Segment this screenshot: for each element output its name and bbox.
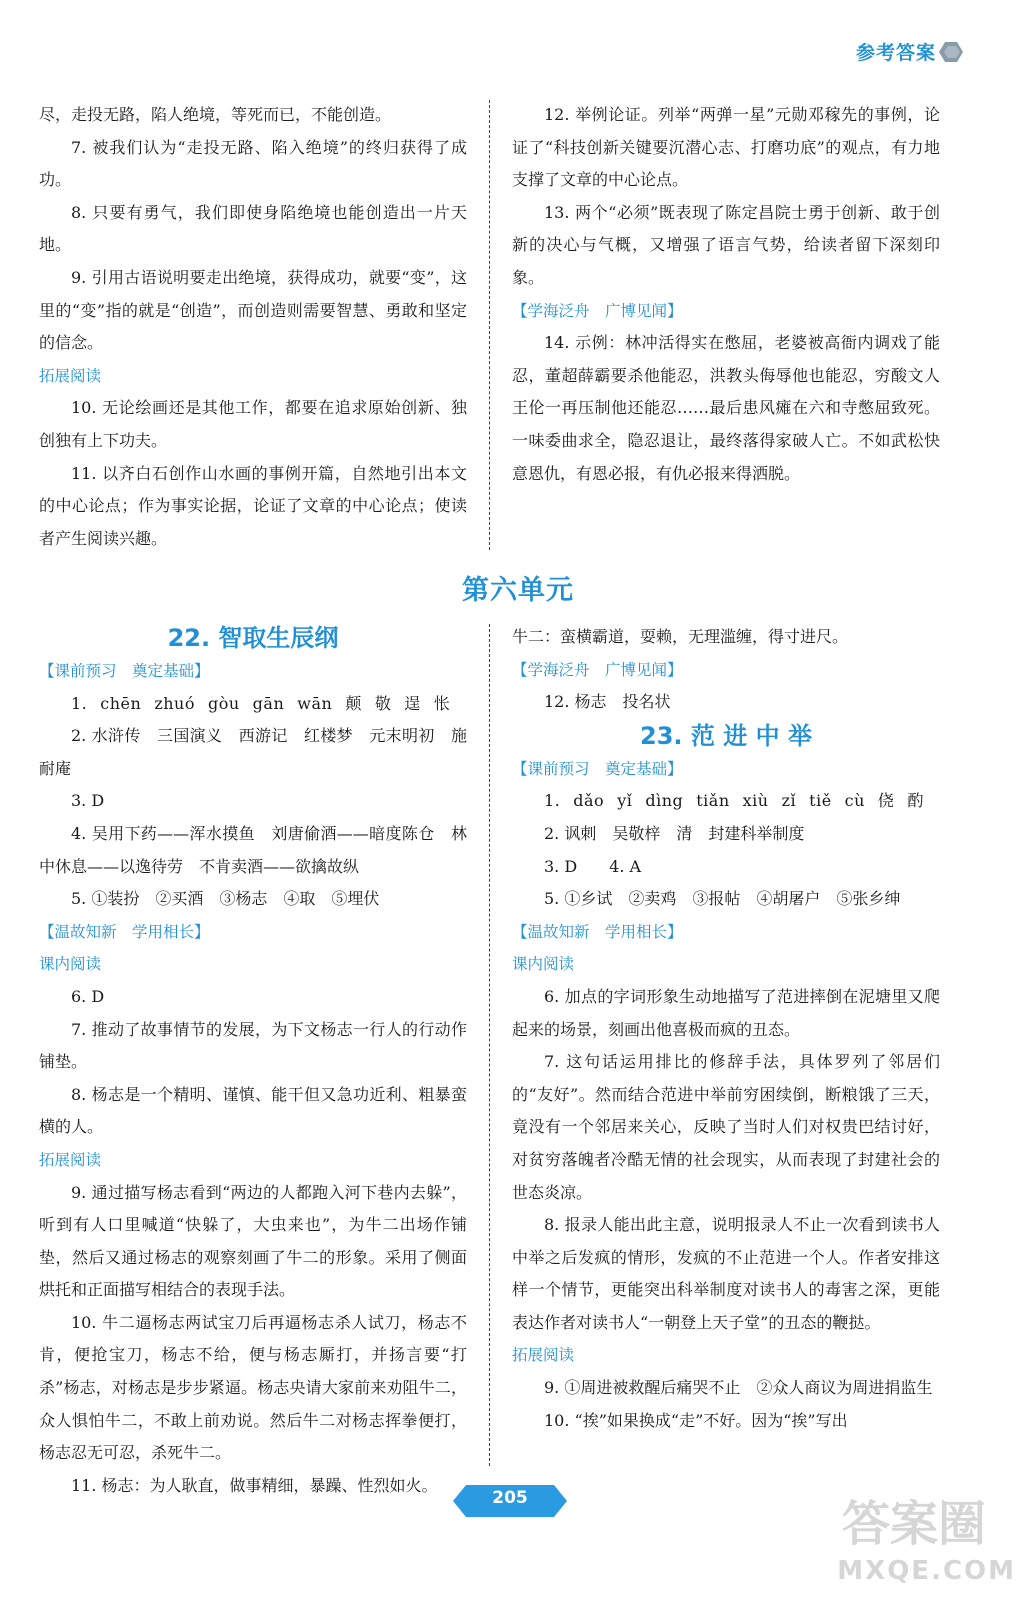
pinyin-item: zhuó: [154, 693, 195, 713]
pinyin-item: wān: [297, 693, 333, 713]
pinyin-item: yǐ: [617, 791, 633, 811]
pinyin-item: chēn: [100, 693, 142, 713]
answer-paragraph: 7. 被我们认为“走投无路、陷入绝境”的终归获得了成功。: [39, 137, 467, 190]
pinyin-answer: [39, 688, 467, 721]
answer-paragraph: 2. 讽刺 吴敬梓 清 封建科举制度: [544, 823, 805, 843]
pinyin-item: 怅: [433, 693, 451, 713]
answer-paragraph: 8. 报录人能出此主意，说明报录人不止一次看到读书人中举之后发疯的情形，发疯的不止范进一个人。作者安排这样一个情节，更能突出科举制度对读书人的毒害之深，更能表达作者对读书人“一朝登上天子堂”的丑态的鞭挞。: [512, 1215, 940, 1332]
answer-paragraph: 7. 推动了故事情节的发展，为下文杨志一行人的行动作铺垫。: [39, 1019, 467, 1072]
bottom-left-column: [39, 621, 467, 1502]
answer-number: 1.: [544, 791, 561, 811]
answer-paragraph: 14. 示例：林冲活得实在憋屈，老婆被高衙内调戏了能忍，董超薛霸要杀他能忍，洪教头侮辱他也能忍，穷酸文人王伦一再压制他还能忍……最后患风瘫在六和寺憋屈致死。一味委曲求全，隐忍退让，最终落得家破人亡。不如武松快意恩仇，有恩必报，有仇必报来得洒脱。: [512, 333, 940, 483]
answer-paragraph: 10. “挨”如果换成“走”不好。因为“挨”写出: [544, 1410, 848, 1430]
answer-paragraph: 7. 这句话运用排比的修辞手法，具体罗列了邻居们的“友好”。然而结合范进中举前穷困续倒，断粮饿了三天，竟没有一个邻居来关心，反映了当时人们对权贵巴结讨好，对贫穷落魄者冷酷无情的社会现实，从而表现了封建社会的世态炎凉。: [512, 1052, 940, 1202]
answer-paragraph: 11. 以齐白石创作山水画的事例开篇，自然地引出本文的中心论点；作为事实论据，论证了文章的中心论点；使读者产生阅读兴趣。: [39, 463, 467, 548]
pinyin-item: tiě: [809, 791, 832, 811]
subsection-heading: 课内阅读: [512, 955, 575, 974]
hexagon-icon: [938, 40, 964, 64]
top-right-column: [512, 99, 940, 490]
pinyin-item: gòu: [207, 693, 240, 713]
watermark-url: MXQE.COM: [837, 1556, 1016, 1586]
pinyin-answer: [512, 785, 940, 818]
pinyin-item: 逞: [404, 693, 421, 713]
answer-paragraph: 8. 杨志是一个精明、谨慎、能干但又急功近利、粗暴蛮横的人。: [39, 1084, 467, 1137]
answer-paragraph: 9. 通过描写杨志看到“两边的人都跑入河下巷内去躲”，听到有人口里喊道“快躲了，大虫来也”，为牛二出场作铺垫，然后又通过杨志的观察刻画了牛二的形象。采用了侧面烘托和正面描写相结合的表现手法。: [39, 1182, 467, 1300]
pinyin-item: gān: [252, 693, 285, 713]
answer-paragraph: 2. 水浒传 三国演义 西游记 红楼梦 元末明初 施耐庵: [39, 726, 467, 778]
subsection-heading: 拓展阅读: [39, 366, 102, 385]
answer-paragraph: 牛二：蛮横霸道，耍赖，无理滥缠，得寸进尺。: [512, 627, 849, 646]
pinyin-item: 敬: [374, 693, 392, 713]
bottom-right-column: [512, 621, 940, 1437]
answer-number: 1.: [71, 693, 88, 713]
pinyin-item: 颠: [345, 693, 362, 713]
pinyin-item: tiǎn: [696, 791, 730, 811]
section-tag: 【学海泛舟 广博见闻】: [512, 301, 683, 320]
lesson-title: 23. 范 进 中 举: [640, 721, 812, 750]
watermark-logo: 答案圈: [841, 1496, 986, 1552]
subsection-heading: 拓展阅读: [39, 1150, 102, 1169]
unit-title: 第六单元: [462, 575, 574, 606]
answer-paragraph: 5. ①装扮 ②买酒 ③杨志 ④取 ⑤埋伏: [71, 889, 380, 909]
pinyin-item: cù: [844, 791, 865, 811]
subsection-heading: 拓展阅读: [512, 1346, 575, 1365]
answer-paragraph: 12. 举例论证。列举“两弹一星”元勋邓稼先的事例，论证了“科技创新关键要沉潜心志、打磨功底”的观点，有力地支撑了文章的中心论点。: [512, 105, 940, 190]
answer-paragraph: 尽，走投无路，陷人绝境，等死而已，不能创造。: [39, 105, 392, 124]
answer-paragraph: 9. ①周进被救醒后痛哭不止 ②众人商议为周进捐监生: [544, 1378, 933, 1398]
answer-paragraph: 3. D: [71, 791, 105, 811]
answer-paragraph: 12. 杨志 投名状: [544, 692, 671, 712]
section-tag: 【温故知新 学用相长】: [39, 922, 210, 941]
pinyin-item: dǎo: [573, 791, 605, 811]
answer-paragraph: 11. 杨志：为人耿直，做事精细，暴躁、性烈如火。: [71, 1475, 438, 1495]
pinyin-item: xiù: [742, 791, 769, 811]
pinyin-item: zǐ: [781, 791, 797, 811]
section-tag: 【课前预习 奠定基础】: [512, 759, 683, 778]
column-divider-top: [489, 100, 490, 550]
answer-paragraph: 4. 吴用下药——浑水摸鱼 刘唐偷酒——暗度陈仓 林中休息——以逸待劳 不肯卖酒——欲擒故纵: [39, 823, 467, 876]
answer-paragraph: 5. ①乡试 ②卖鸡 ③报帖 ④胡屠户 ⑤张乡绅: [544, 889, 901, 909]
top-left-column: [39, 99, 467, 555]
section-tag: 【学海泛舟 广博见闻】: [512, 660, 683, 679]
lesson-title: 22. 智取生辰纲: [167, 624, 339, 652]
answer-paragraph: 10. 牛二逼杨志两试宝刀后再逼杨志杀人试刀，杨志不肯，便抢宝刀，杨志不给，便与杨志厮打，并扬言要“打杀”杨志，对杨志是步步紧逼。杨志央请大家前来劝阻牛二，众人惧怕牛二，不敢上前劝说。然后牛二对杨志挥拳便打，杨志忍无可忍，杀死牛二。: [39, 1312, 467, 1463]
answer-paragraph: 10. 无论绘画还是其他工作，都要在追求原始创新、独创独有上下功夫。: [39, 398, 467, 450]
answer-paragraph: 6. D: [71, 986, 105, 1006]
answer-paragraph: 9. 引用古语说明要走出绝境，获得成功，就要“变”，这里的“变”指的就是“创造”，而创造则需要智慧、勇敢和坚定的信念。: [39, 267, 467, 353]
pinyin-item: 侥: [877, 791, 895, 811]
pinyin-item: dìng: [645, 791, 684, 811]
answer-paragraph: 3. D 4. A: [544, 856, 642, 876]
answer-paragraph: 13. 两个“必须”既表现了陈定昌院士勇于创新、敢于创新的决心与气概，又增强了语言气势，给读者留下深刻印象。: [512, 202, 940, 287]
section-tag: 【温故知新 学用相长】: [512, 922, 683, 941]
section-tag: 【课前预习 奠定基础】: [39, 662, 210, 680]
answer-paragraph: 8. 只要有勇气，我们即使身陷绝境也能创造出一片天地。: [39, 202, 467, 255]
answer-paragraph: 6. 加点的字词形象生动地描写了范进摔倒在泥塘里又爬起来的场景，刻画出他喜极而疯的丑态。: [512, 986, 940, 1039]
column-divider-bottom: [489, 624, 490, 1466]
page-number: 205: [492, 1488, 528, 1508]
pinyin-item: 酌: [907, 791, 924, 811]
subsection-heading: 课内阅读: [39, 955, 102, 974]
header-label: 参考答案: [855, 42, 936, 64]
